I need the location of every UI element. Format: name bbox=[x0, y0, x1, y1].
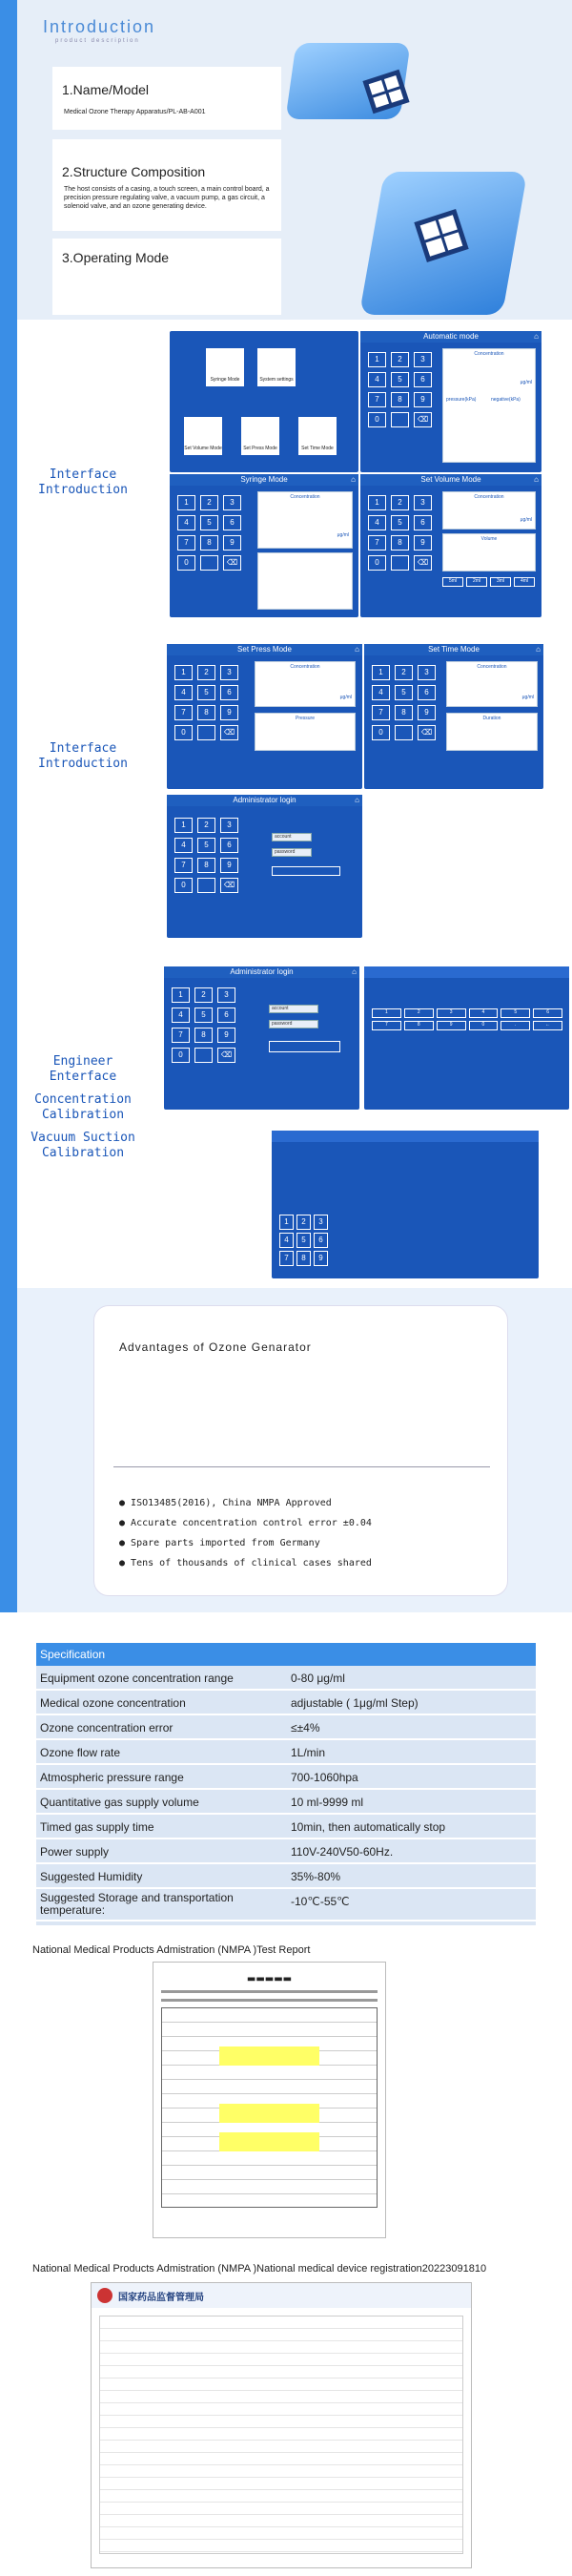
volume-button[interactable]: 4ml bbox=[514, 577, 535, 587]
spec-label: Suggested Humidity bbox=[40, 1870, 143, 1883]
auto-readout: Concentration μg/ml pressure(kPa) negative(kPa) bbox=[442, 348, 536, 463]
item-title: 1.Name/Model bbox=[62, 82, 150, 97]
table-row bbox=[36, 1815, 536, 1839]
keypad[interactable]: 1 2 3 4 5 6 7 8 9 0 ⌫ bbox=[368, 352, 432, 427]
intro-subtitle: product description bbox=[55, 38, 140, 44]
volume-button[interactable]: 5ml bbox=[442, 577, 463, 587]
engineer-section bbox=[0, 949, 572, 1288]
calibration-header bbox=[272, 1131, 539, 1142]
spec-value: 110V-240V50-60Hz. bbox=[291, 1845, 394, 1859]
table-row bbox=[36, 1790, 536, 1815]
intro-card-2 bbox=[52, 139, 281, 231]
login-button[interactable] bbox=[272, 866, 340, 876]
label-line: Introduction bbox=[38, 483, 128, 497]
spec-value: 35%-80% bbox=[291, 1870, 341, 1883]
vacuum-calibration-screen bbox=[272, 1131, 539, 1278]
table-row bbox=[36, 1864, 536, 1889]
volume-field: Volume bbox=[442, 533, 536, 571]
menu-tile-time[interactable]: Set Time Mode bbox=[298, 417, 337, 455]
keypad[interactable]: 1 2 3 4 5 6 7 8 9 0 ⌫ bbox=[372, 665, 436, 740]
spec-value: -10℃-55℃ bbox=[291, 1895, 350, 1908]
concentration-calibration-screen bbox=[364, 966, 569, 1110]
home-icon[interactable]: ⌂ bbox=[536, 645, 541, 654]
table-row bbox=[36, 1666, 536, 1691]
spec-label: Timed gas supply time bbox=[40, 1820, 154, 1834]
spec-value: 10min, then automatically stop bbox=[291, 1820, 446, 1834]
side-bar bbox=[0, 0, 17, 320]
spec-label: Quantitative gas supply volume bbox=[40, 1796, 199, 1809]
syringe-mode-screen: Syringe Mode ⌂ 1 2 3 4 5 6 7 8 9 0 ⌫ Concentration μg/ml bbox=[170, 474, 358, 617]
table-row bbox=[36, 1889, 536, 1922]
spec-label: Equipment ozone concentration range bbox=[40, 1672, 234, 1685]
home-icon[interactable]: ⌂ bbox=[534, 475, 539, 484]
side-bar bbox=[0, 320, 17, 634]
keypad[interactable]: 1 2 3 4 5 6 7 8 9 0 ⌫ bbox=[174, 665, 238, 740]
automatic-mode-screen bbox=[360, 331, 541, 472]
spec-value: adjustable ( 1μg/ml Step) bbox=[291, 1696, 419, 1710]
password-field[interactable]: password bbox=[269, 1020, 318, 1028]
intro-section bbox=[0, 0, 572, 320]
account-field[interactable]: account bbox=[269, 1005, 318, 1013]
syringe-icon bbox=[257, 552, 353, 610]
list-item: ● Tens of thousands of clinical cases shared bbox=[119, 1558, 372, 1568]
volume-mode-screen: Set Volume Mode ⌂ 1 2 3 4 5 6 7 8 9 0 ⌫ Concentration μg/ml Volume 5ml 2ml 3ml 4ml bbox=[360, 474, 541, 617]
logo-text: 国家药品监督管理局 bbox=[118, 2292, 204, 2303]
advantages-card bbox=[93, 1305, 508, 1596]
syringe-readout: Concentration μg/ml bbox=[257, 491, 353, 549]
spec-rows bbox=[36, 1666, 536, 1922]
divider bbox=[113, 1466, 490, 1467]
interface-section-2 bbox=[0, 634, 572, 949]
item-text: Medical Ozone Therapy Apparatus/PL-AB-A001 bbox=[64, 109, 206, 115]
list-item: ● Accurate concentration control error ±0.04 bbox=[119, 1518, 372, 1528]
spec-value: 0-80 μg/ml bbox=[291, 1672, 345, 1685]
intro-card-3 bbox=[52, 239, 281, 315]
item-title: 2.Structure Composition bbox=[62, 164, 206, 179]
item-text: The host consists of a casing, a touch screen, a main control board, a precision pressure regulating valve, a vacuum pump, a gas circuit, a solenoid valve, and an ozone generating device. bbox=[64, 186, 270, 210]
spec-label: Atmospheric pressure range bbox=[40, 1771, 184, 1784]
table-row bbox=[36, 1839, 536, 1864]
screen-title: Automatic mode ⌂ bbox=[360, 331, 541, 343]
spec-value: 700-1060hpa bbox=[291, 1771, 358, 1784]
engineer-admin-screen: Administrator login ⌂ 1 2 3 4 5 6 7 8 9 0 ⌫ account password bbox=[164, 966, 359, 1110]
report-document-image: ▬▬▬▬▬ bbox=[153, 1962, 386, 2238]
keypad[interactable]: 1 2 3 4 5 6 7 8 9 0 ⌫ bbox=[172, 987, 235, 1063]
main-menu-screen bbox=[170, 331, 358, 472]
list-item: ● ISO13485(2016), China NMPA Approved bbox=[119, 1498, 332, 1508]
spec-value: ≤±4% bbox=[291, 1721, 320, 1735]
time-mode-screen: Set Time Mode ⌂ 1 2 3 4 5 6 7 8 9 0 ⌫ Concentration μg/ml Duration bbox=[364, 644, 543, 789]
table-row bbox=[36, 1715, 536, 1740]
volume-button[interactable]: 3ml bbox=[490, 577, 511, 587]
intro-title: Introduction bbox=[43, 17, 156, 36]
home-icon[interactable]: ⌂ bbox=[355, 796, 359, 804]
report-caption: National Medical Products Admistration (NMPA )Test Report bbox=[32, 1944, 311, 1956]
menu-tile-settings[interactable]: System settings bbox=[257, 348, 296, 386]
table-row bbox=[36, 1765, 536, 1790]
specification-section bbox=[0, 1639, 572, 1925]
advantages-list bbox=[119, 1493, 372, 1573]
registration-document-image bbox=[91, 2282, 472, 2568]
keypad[interactable]: 1 2 3 4 5 6 7 8 9 0 ⌫ bbox=[368, 495, 432, 571]
advantages-section bbox=[0, 1288, 572, 1612]
press-mode-screen: Set Press Mode ⌂ 1 2 3 4 5 6 7 8 9 0 ⌫ Concentration μg/ml Pressure bbox=[167, 644, 362, 789]
volume-readout: Concentration μg/ml bbox=[442, 491, 536, 530]
table-row bbox=[36, 1740, 536, 1765]
home-icon[interactable]: ⌂ bbox=[355, 645, 359, 654]
spec-label: Ozone flow rate bbox=[40, 1746, 121, 1759]
calibration-header bbox=[364, 966, 569, 978]
registration-section bbox=[0, 2250, 572, 2576]
spec-header: Specification bbox=[36, 1643, 536, 1666]
emblem-icon bbox=[97, 2288, 112, 2303]
admin-login-screen: Administrator login ⌂ 1 2 3 4 5 6 7 8 9 0 ⌫ account password bbox=[167, 795, 362, 938]
password-field[interactable]: password bbox=[272, 848, 312, 857]
spec-label: Power supply bbox=[40, 1845, 110, 1859]
account-field[interactable]: account bbox=[272, 833, 312, 841]
report-section bbox=[0, 1925, 572, 2250]
spec-label: Suggested Storage and transportation temperature: bbox=[40, 1891, 234, 1917]
interface-label-2: Interface Introduction bbox=[38, 741, 128, 771]
volume-button[interactable]: 2ml bbox=[466, 577, 487, 587]
home-icon[interactable]: ⌂ bbox=[352, 967, 357, 976]
calibration-keys[interactable]: 1 2 3 4 5 6 7 8 9 0 . ← bbox=[372, 1008, 562, 1030]
menu-tile-volume[interactable]: Set Volume Mode bbox=[184, 417, 222, 455]
intro-card-1 bbox=[52, 67, 281, 130]
table-row bbox=[36, 1691, 536, 1715]
spec-label: Medical ozone concentration bbox=[40, 1696, 186, 1710]
label-line: Interface bbox=[49, 467, 117, 482]
press-readout: Concentration μg/ml bbox=[255, 661, 356, 707]
list-item: ● Spare parts imported from Germany bbox=[119, 1538, 320, 1548]
spec-value: 10 ml-9999 ml bbox=[291, 1796, 364, 1809]
spec-label: Ozone concentration error bbox=[40, 1721, 174, 1735]
keypad[interactable]: 1 2 3 4 5 6 7 8 9 bbox=[279, 1215, 328, 1266]
home-icon[interactable]: ⌂ bbox=[351, 475, 356, 484]
duration-field: Duration bbox=[446, 713, 538, 751]
side-bar bbox=[0, 634, 17, 949]
keypad[interactable]: 1 2 3 4 5 6 7 8 9 0 ⌫ bbox=[177, 495, 241, 571]
spec-value: 1L/min bbox=[291, 1746, 326, 1759]
home-icon[interactable]: ⌂ bbox=[534, 332, 539, 341]
time-readout: Concentration μg/ml bbox=[446, 661, 538, 707]
login-button[interactable] bbox=[269, 1041, 340, 1052]
side-bar bbox=[0, 949, 17, 1288]
registration-caption: National Medical Products Admistration (NMPA )National medical device registration20223091810 bbox=[32, 2263, 487, 2275]
keypad[interactable]: 1 2 3 4 5 6 7 8 9 0 ⌫ bbox=[174, 818, 238, 893]
item-title: 3.Operating Mode bbox=[62, 250, 170, 265]
engineer-labels: Engineer Enterface Concentration Calibration Vacuum Suction Calibration bbox=[31, 1054, 135, 1160]
side-bar bbox=[0, 1288, 17, 1612]
menu-tile-press[interactable]: Set Press Mode bbox=[241, 417, 279, 455]
interface-label-1 bbox=[23, 467, 143, 498]
interface-section-1 bbox=[0, 320, 572, 634]
spec-table bbox=[36, 1643, 536, 1944]
advantages-title: Advantages of Ozone Genarator bbox=[119, 1340, 312, 1354]
menu-tile-syringe[interactable]: Syringe Mode bbox=[206, 348, 244, 386]
pressure-field: Pressure bbox=[255, 713, 356, 751]
